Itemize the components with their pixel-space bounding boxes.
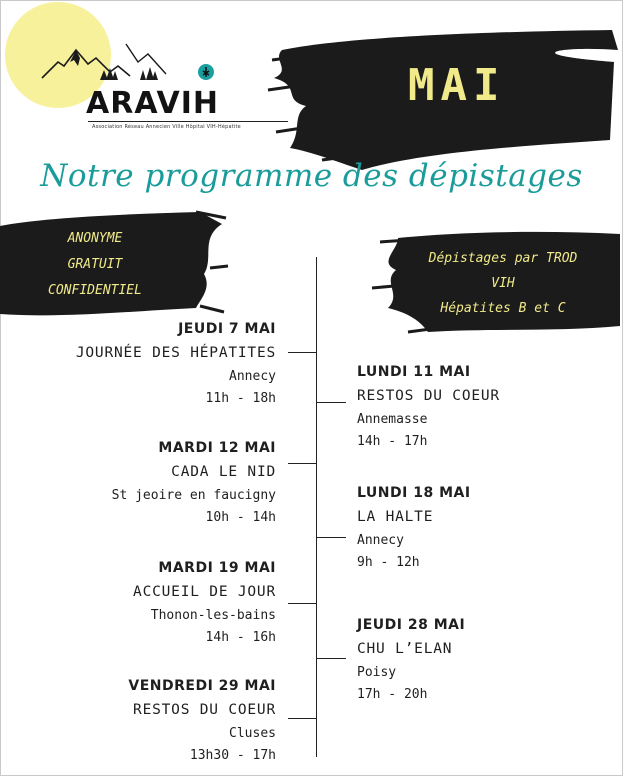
event-time: 13h30 - 17h: [189, 748, 276, 763]
event-name: RESTOS DU COEUR: [133, 702, 276, 718]
event-time: 14h - 16h: [205, 630, 276, 645]
timeline-tick: [317, 537, 346, 538]
event-name: ACCUEIL DE JOUR: [133, 584, 276, 600]
timeline-tick: [288, 603, 317, 604]
event-place: Thonon-les-bains: [150, 608, 276, 623]
event-right-1: [357, 361, 500, 453]
event-left-2: [112, 437, 276, 529]
event-time: 14h - 17h: [357, 434, 428, 449]
tests-list: [398, 246, 608, 321]
event-name: JOURNÉE DES HÉPATITES: [75, 345, 276, 361]
event-left-1: [76, 318, 276, 410]
event-name: CHU L’ELAN: [357, 641, 453, 657]
test-trod: Dépistages par TROD: [428, 251, 578, 266]
event-time: 9h - 12h: [357, 555, 420, 570]
timeline-tick: [317, 658, 346, 659]
timeline-tick: [288, 352, 317, 353]
event-name: RESTOS DU COEUR: [357, 388, 500, 404]
event-date: JEUDI 7 MAI: [178, 321, 276, 337]
month-label: MAI: [408, 60, 506, 111]
event-place: Annecy: [357, 533, 404, 548]
event-place: Annemasse: [357, 412, 428, 427]
timeline-tick: [317, 402, 346, 403]
page-title: Notre programme des dépistages: [40, 158, 583, 194]
event-place: Annecy: [229, 369, 276, 384]
features-list: [30, 226, 160, 304]
mountains-icon: [40, 40, 170, 90]
logo-wordmark: ARAVIH: [86, 86, 219, 121]
timeline-tick: [288, 463, 317, 464]
logo-tagline: Association Réseau Annecien Ville Hôpital VIH-Hépatite: [92, 124, 241, 130]
test-vih: VIH: [491, 276, 515, 291]
event-date: VENDREDI 29 MAI: [128, 678, 276, 694]
event-date: MARDI 12 MAI: [158, 440, 276, 456]
event-right-2: [357, 482, 471, 574]
feature-gratuit: GRATUIT: [67, 257, 123, 272]
timeline-axis: [316, 257, 317, 757]
event-place: St jeoire en faucigny: [111, 488, 276, 503]
timeline-tick: [288, 718, 317, 719]
event-date: LUNDI 11 MAI: [357, 364, 471, 380]
event-left-4: [128, 675, 276, 767]
event-date: MARDI 19 MAI: [158, 560, 276, 576]
event-name: CADA LE NID: [171, 464, 276, 480]
ribbon-badge-icon: [198, 64, 214, 80]
event-time: 11h - 18h: [205, 391, 276, 406]
event-time: 17h - 20h: [357, 687, 428, 702]
event-date: JEUDI 28 MAI: [357, 617, 466, 633]
event-time: 10h - 14h: [205, 510, 276, 525]
event-date: LUNDI 18 MAI: [357, 485, 471, 501]
event-right-3: [357, 614, 465, 706]
feature-confidentiel: CONFIDENTIEL: [48, 283, 142, 298]
test-hepatites: Hépatites B et C: [440, 301, 566, 316]
event-left-3: [133, 557, 276, 649]
feature-anonyme: ANONYME: [67, 231, 123, 246]
event-place: Poisy: [357, 665, 397, 680]
event-place: Cluses: [229, 726, 276, 741]
logo-rule: [88, 121, 288, 122]
event-name: LA HALTE: [357, 509, 434, 525]
